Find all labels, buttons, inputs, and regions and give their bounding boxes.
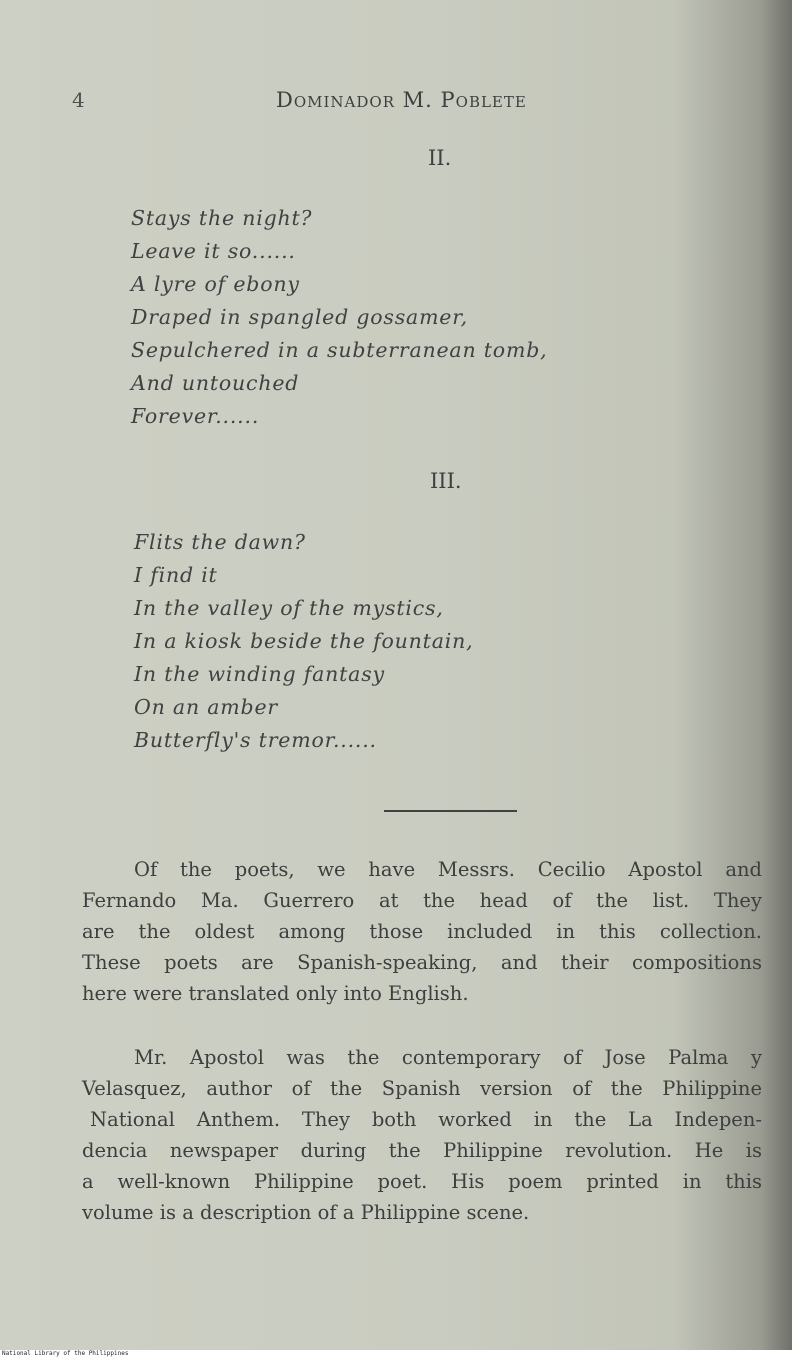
paragraph-line: National Anthem. They both worked in the La Indepen- — [90, 1108, 762, 1131]
paragraph-line: are the oldest among those included in this collection. — [82, 920, 762, 943]
poem-stanza-iii — [134, 526, 473, 757]
running-head — [0, 88, 792, 118]
paragraph-line: here were translated only into English. — [82, 982, 469, 1005]
poem-line: I find it — [134, 563, 218, 587]
paragraph-poets — [82, 854, 762, 1009]
poem-line: Butterfly's tremor...... — [134, 728, 377, 752]
paragraph-line: volume is a description of a Philippine scene. — [82, 1201, 530, 1224]
paragraph-apostol — [82, 1042, 762, 1228]
poem-line: Draped in spangled gossamer, — [131, 305, 468, 329]
section-divider — [384, 810, 517, 812]
poem-line: Sepulchered in a subterranean tomb, — [131, 338, 548, 362]
paragraph-line: Of the poets, we have Messrs. Cecilio Apostol and — [134, 858, 762, 881]
poem-line: Flits the dawn? — [134, 530, 306, 554]
poem-line: Forever...... — [131, 404, 260, 428]
paragraph-line: a well-known Philippine poet. His poem printed in this — [82, 1170, 762, 1193]
poem-line: On an amber — [134, 695, 278, 719]
poem-line: In the valley of the mystics, — [134, 596, 444, 620]
paragraph-line: dencia newspaper during the Philippine revolution. He is — [82, 1139, 762, 1162]
paragraph-line: These poets are Spanish-speaking, and their compositions — [82, 951, 762, 974]
poem-line: Leave it so...... — [131, 239, 296, 263]
paragraph-line: Velasquez, author of the Spanish version of the Philippine — [82, 1077, 762, 1100]
poem-stanza-ii — [131, 202, 547, 433]
poem-line: A lyre of ebony — [131, 272, 300, 296]
page-number: 4 — [72, 88, 85, 112]
poem-line: In a kiosk beside the fountain, — [134, 629, 474, 653]
section-numeral-ii: II. — [428, 146, 452, 170]
library-credit: National Library of the Philippines — [0, 1350, 792, 1358]
poem-line: In the winding fantasy — [134, 662, 385, 686]
header-title: Dominador M. Poblete — [276, 88, 527, 112]
paragraph-line: Mr. Apostol was the contemporary of Jose Palma y — [134, 1046, 762, 1069]
section-numeral-iii: III. — [430, 469, 462, 493]
poem-line: Stays the night? — [131, 206, 313, 230]
paragraph-line: Fernando Ma. Guerrero at the head of the list. They — [82, 889, 762, 912]
poem-line: And untouched — [131, 371, 300, 395]
